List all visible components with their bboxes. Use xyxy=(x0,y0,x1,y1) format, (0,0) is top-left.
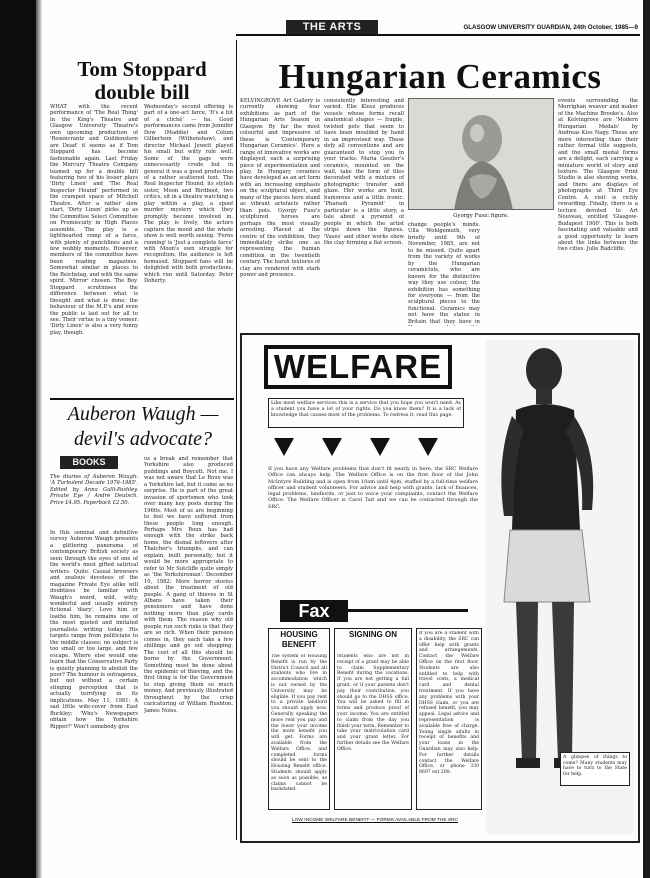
ceramics-photo-caption: Gyorgy Fusz: figure. xyxy=(453,213,509,219)
ceramics-column-3: change people's minds. Ulla Wohlgemuth, very briefly until 9th of November, 1985, are not to be missed. Quite apart from the variety of works by the Hungarian ceramicists, who are known for the distinctive way they use colour, the exhibition has something for everyone — from the sculptural pieces to the functional. Ceramics may not have the status in Britain that they have in xyxy=(408,222,480,325)
waugh-column-1: In this seminal and definitive survey Auberon Waugh presents a glittering panorama of contemporary British society as seen through the eyes of one of the world's most gifted satirical writers. Quite. Casual browsers and zealous devotees of the magazine Private Eye alike will doubtless be familiar with Waugh's weird, wild, witty, wonderful and usually entirely fictional 'diary'. Love him or loathe him, he remains one of the most quoted and imitated journalists writing today. His targets range from politicians to the middle classes; no subject is too small or too large, and few escape. Where else would one learn that the Conservative Party is quietly planning to abolish the poor? The humour is outrageous, but not without a certain stinging perception that is actually terrifying in its implications. May 11, 1981: A sad little wife-cover from East Buckley; 'Who's Newspapers obtain how the Yorkshire Ripper?' Won't somebody give xyxy=(50,530,138,730)
stoppard-headline: Tom Stoppard double bill xyxy=(77,58,207,104)
housing-benefit-title: HOUSING BENEFIT xyxy=(280,630,318,649)
book-details: The diaries of Auberon Waugh: 'A Turbulent Decade 1976-1985'. Edited by Anna Galli-Pashley. Private Eye / Andre Deutsch. Price £4.95. Paperback £2.50. xyxy=(50,474,138,506)
article-divider xyxy=(50,398,234,400)
signing-on-text: Students who are not in receipt of a grant may be able to claim Supplementary Benefit during the vacations. If you are not getting a full grant, or if your parents don't pay their contribution, you should go to the DHSS office. You will be asked to fill in forms and produce proof of your income. You are entitled to claim from the day you finish your term. Remember to take your matriculation card and your grant letter. For further details see the Welfare Office. xyxy=(337,654,409,752)
stoppard-column-2: Wednesday's second offering is part of a one-act farce, 'It's a bit of a cliché' — ha. Good performances came from Jennifer Dow (Maddie) and Colum Gilbertson (Withenshaw), and director Michael Jewett played his small but witty role well. Some of the gags were unnecessarily crude but in general it was a good production of a rather scattered text. The Real Inspector Hound, its stylish sister, Moon and Birdboot, two critics, sit in a theatre watching a play within a play, a spoof murder mystery which they promptly become involved in. The play is lively, the actors capture the mood and the whole show is well worth seeing. 'Ferns running' is 'Just a complete farce' with Moon's own struggle for recognition; the audience is left bemused. Stoppard fans will be delighted with both productions, which run until Saturday. Peter Doherty. xyxy=(144,104,233,285)
ceramics-photo xyxy=(408,98,554,210)
section-label: THE ARTS xyxy=(286,20,378,34)
books-badge: BOOKS xyxy=(60,456,118,469)
stoppard-column-1: WHAT with the recent performance of 'The Real Thing' in the King's Theatre and Glasgow University Theatre's own upcoming production of 'Rosencrantz and Guildenstern are Dead' it seems as if Tom Stoppard has become fashionable again. Last Friday the Mercury Theatre Company teamed up for a double bill featuring two of his lesser plays 'Dirty Linen' and 'The Real Inspector Hound' performed in the cramped space of Mitchell Theatre. After a rather slow start, 'Dirty Linen' picks up as the Committee Select Committee on Promiscuity in High Places assemble. The play is a lighthearted romp of a farce, with plenty of punchlines and a few wobbly moments. However, members of the committee have been reading magazines. Somewhat similar in places to the Reichstag, and with the same spirit. 'Mirror' chosen. The Boy. Stoppard scrutinises the difference between what is thought and what is done; the behaviour of the M.P.'s and even the public is laid out for all to see. Their virtue is a tiny veneer. 'Dirty Linen' is also a very funny play, though. xyxy=(50,104,138,336)
welfare-intro: Like most welfare services this is a service that you hope you won't need. As a student you have a lot of your rights. Do you know them? It is a lack of knowledge that causes most of the problems. To redress it, read this page. xyxy=(271,401,461,418)
masthead-rule xyxy=(236,34,640,36)
fax-rule xyxy=(348,609,468,612)
welfare-footer: LOW INCOME WELFARE BENEFIT — FORMS AVAILABLE FROM THE SRC xyxy=(292,818,458,823)
ceramic-figure-image xyxy=(409,99,554,210)
welfare-right-column: If you are a student with a disability, the SRC can offer help with grants and arrangements. Contact the Welfare Office on the first floor. Students are also entitled to help with travel costs, a medical card and dental treatment. If you have any problems with your DHSS claim, or you are refused benefit, you may appeal. Legal advice and representation is available free of charge. Young single adults in receipt of benefits and your loans in the Guardian may also help. For further details contact the Welfare Office, or phone 339 8697 ext 200. xyxy=(419,631,479,776)
housing-benefit-text: The system of Housing Benefit is run by the District Council and all students who live in accommodation which is not owned by the University may be eligible. If you pay rent to a private landlord you should apply now. Generally speaking the more rent you pay and the lower your income the more benefit you will get. Forms are available from the Welfare Office, and completed forms should be sent to the Housing Benefit office. Students should apply as soon as possible, as claims cannot be backdated. xyxy=(271,654,327,793)
signing-on-title: SIGNING ON xyxy=(348,630,397,639)
student-photo-caption-box xyxy=(560,752,630,786)
waugh-column-2: us a break and remember that Yorkshire also produced puddings and Boycott. Not me. I was not aware that Le Roux was a Yorkshire lad, but it came as no surprise. He is part of the great invasion of sportsmen who took over many key posts during the 1960s. Most of us are beginning to feel we have suffered from these people long enough. Perhaps Mrs Roux has had enough with the strike back home, the dismal leftovers after Thatcher's triumphs, and can explain, built personally, but it would be more appropriate to refer to Mr Sutcliffe quite simply as 'the Yorkshireman'. December 10, 1982: More horror stories about the treatment of old people. A gang of thieves in St Albans have taken their pensioners and have done nothing more than play cards with them. The reason why old people run such risks is that they are so rich. When their pension comes in, they each take a few shillings and go out shopping. The cost of all this should be borne by the Government. Something must be done about the epidemic of thieving, and the first thing is for the Government to stop giving them so much money. And previously illustrated throughout by the crisp caricaturing of William Rushton. James Noiss. xyxy=(144,456,233,714)
waugh-headline: Auberon Waugh — devil's advocate? xyxy=(67,403,219,450)
ceramics-column-4: events surrounding the Morrighan weaver and maker of the Machine Brooke's. Also at Kelvingrove are 'Modern Hungarian Medals' by Andreas Kiss Nagy. These are more interesting than their rather formal title suggests, and the small medal forms are a delight, each carrying a miniature world of story and texture. The Glasgow Print Studio is also showing works, and there are displays of photographs at Third Eye Centre. A visit is richly rewarding. Finally, there is a lecture devoted to Art Nouveau, entitled 'Glasgow-Budapest 1900'. This is both fascinating and valuable and a good opportunity to learn about the links between the two cities. Julie Radcliffe. xyxy=(558,98,638,253)
scan-right-edge xyxy=(643,0,650,878)
welfare-intro-box xyxy=(268,398,464,428)
welfare-arrow-row xyxy=(268,436,464,460)
student-photo-caption: A glimpse of things to come? Many students may have to turn to the State for help. xyxy=(563,755,627,777)
scan-binding-edge xyxy=(0,0,36,878)
welfare-title: WELFARE xyxy=(273,348,443,385)
ceramics-headline: Hungarian Ceramics xyxy=(278,58,602,96)
ceramics-column-1: KELVINGROVE Art Gallery is currently showing four exhibitions as part of the Hungarian Arts Season in Glasgow. By far the most colourful and impressive of these is 'Contemporary Hungarian Ceramics'. Here a range of innovative works are displayed, each a surprising piece of experimentation and play. In Hungary ceramics have developed as an art form with an increasing emphasis on the sculptural object, and many of the pieces here stand as vibrant artefacts rather than pots. Gyorgy Fusz's sculptured horses are perhaps the most visually arresting. Placed at the centre of the exhibition, they immediately strike one as representing the human condition in the twentieth century. The harsh textures of clay are rendered with stark power and presence. xyxy=(240,98,320,279)
column-divider xyxy=(236,40,237,840)
fax-badge: Fax xyxy=(280,600,348,622)
scan-binding-shadow xyxy=(36,0,42,878)
welfare-title-box xyxy=(264,345,452,389)
publication-line: GLASGOW UNIVERSITY GUARDIAN, 24th October, 1985—9 xyxy=(463,24,638,31)
welfare-info: If you have any Welfare problems that don't fit neatly in here, the SRC Welfare Office can always help. The Welfare Office is on the first floor of the John McIntyre Building and is open from 10am until 4pm, staffed by a full-time welfare officer and student volunteers. For advice and help with grants, lack of finances, legal problems, landlords, or just to voice your complaints, contact the Welfare Office. The Welfare Officer is Carol Tait and we can be contacted through the SRC. xyxy=(268,466,478,510)
ceramics-column-2: consistently interesting and varied. Ebe Klesz produces vessels whose forms recall anatomical shapes — fragile, twisted pots that seem to have been moulded by hand in an improvised way. These defy all conventions and are guaranteed to stop you in your tracks. Maria Geszler's ceramics, mounted on the wall, take the form of tiles decorated with a mixture of photographic transfer and glaze. Her works are bold, humorous and a little ironic. 'Pharaoh Pyramid' in particular is a little story, a tale about a pyramid of people in which the artist strips down the figures. 'Vases' and other works show the clay forming a flat screen. xyxy=(324,98,404,246)
